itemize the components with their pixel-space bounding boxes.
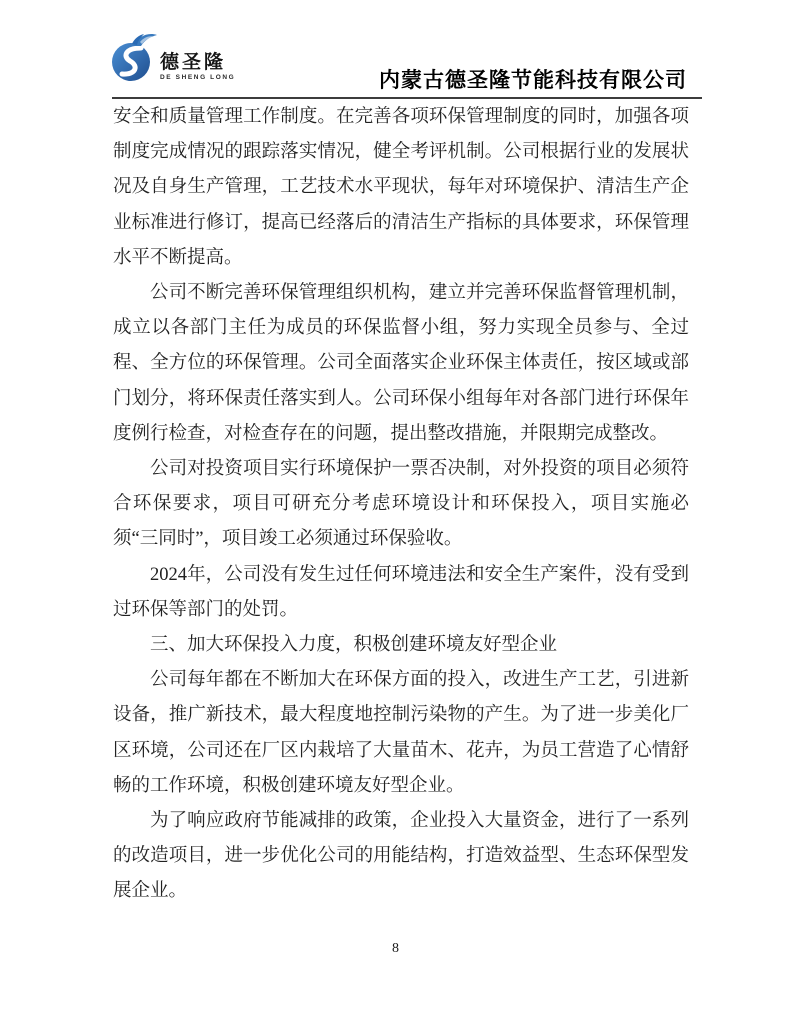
section-heading: 三、加大环保投入力度，积极创建环境友好型企业 [150,635,558,656]
logo-wordmark [160,53,235,81]
paragraph: 2024年，公司没有发生过任何环境违法和安全生产案件，没有受到过环保等部门的处罚。 [113,564,689,620]
paragraph: 公司每年都在不断加大在环保方面的投入，改进生产工艺，引进新设备，推广新技术，最大程度地控制污染物的产生。为了进一步美化厂区环境，公司还在厂区内栽培了大量苗木、花卉，为员工营造了心情舒畅的工作环境，积极创建环境友好型企业。 [113,670,689,796]
document-body [113,100,689,910]
paragraph: 安全和质量管理工作制度。在完善各项环保管理制度的同时，加强各项制度完成情况的跟踪落实情况，健全考评机制。公司根据行业的发展状况及自身生产管理，工艺技术水平现状，每年对环境保护、清洁生产企业标准进行修订，提高已经落后的清洁生产指标的具体要求，环保管理水平不断提高。 [113,107,689,268]
logo-name-cn: 德圣隆 [160,52,227,73]
logo-name-en: DE SHENG LONG [160,74,236,81]
paragraph: 为了响应政府节能减排的政策，企业投入大量资金，进行了一系列的改造项目，进一步优化公司的用能结构，打造效益型、生态环保型发展企业。 [113,811,689,902]
page-number: 8 [392,941,399,956]
logo-dragon-s-icon [112,30,158,82]
paragraph: 公司不断完善环保管理组织机构，建立并完善环保监督管理机制，成立以各部门主任为成员的环保监督小组，努力实现全员参与、全过程、全方位的环保管理。公司全面落实企业环保主体责任，按区域或部门划分，将环保责任落实到人。公司环保小组每年对各部门进行环保年度例行检查，对检查存在的问题，提出整改措施，并限期完成整改。 [113,283,689,444]
page-header [112,31,702,99]
paragraph: 公司对投资项目实行环境保护一票否决制，对外投资的项目必须符合环保要求，项目可研充分考虑环境设计和环保投入，项目实施必须“三同时”，项目竣工必须通过环保验收。 [113,459,689,550]
company-logo [112,30,235,82]
company-name: 内蒙古德圣隆节能科技有限公司 [379,68,687,92]
